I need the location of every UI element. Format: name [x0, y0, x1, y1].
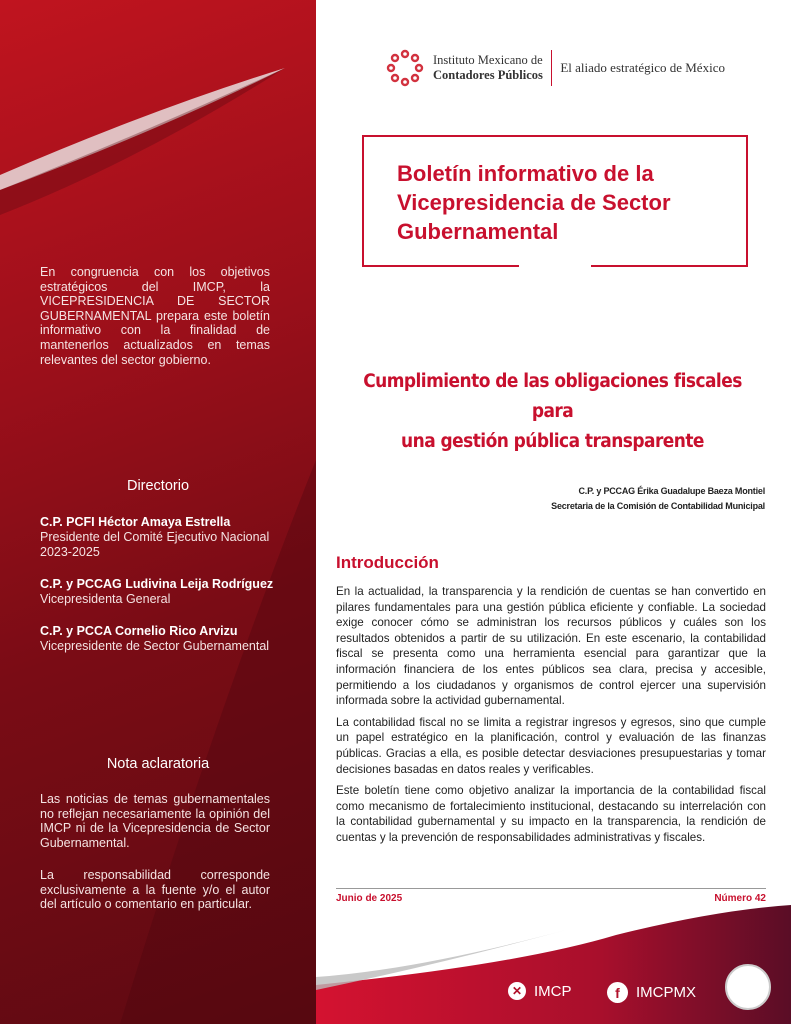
facebook-social-link[interactable]: f IMCPMX — [607, 982, 696, 1003]
footer-divider — [336, 888, 766, 889]
x-icon: ✕ — [508, 982, 526, 1000]
paragraph: Este boletín tiene como objetivo analizar la importancia de la contabilidad fiscal como mecanismo de fortalecimiento institucional, destacando su interrelación con la contabilidad gubernamental y su impacto en la transparencia, la rendición de cuentas y la prevención de responsabilidades administrativas y fiscales. — [336, 784, 766, 844]
x-social-link[interactable]: ✕ IMCP — [508, 982, 572, 1000]
org-name-line2: Contadores Públicos — [433, 68, 543, 82]
directorio-entry: C.P. y PCCAG Ludivina Leija Rodríguez Vicepresidenta General — [40, 577, 274, 606]
nota-heading: Nota aclaratoria — [106, 756, 210, 772]
org-name-line1: Instituto Mexicano de — [433, 53, 543, 67]
article-title: Cumplimiento de las obligaciones fiscales para una gestión pública transparente — [363, 371, 742, 452]
nota-text: La responsabilidad corresponde exclusivamente a la fuente y/o el autor del artículo o comentario en particular. — [40, 868, 270, 912]
nota-text: Las noticias de temas gubernamentales no reflejan necesariamente la opinión del IMCP ni de la Vicepresidencia de Sector Gubernamental. — [40, 792, 270, 850]
tagline: El aliado estratégico de México — [560, 60, 725, 75]
sidebar-panel — [0, 0, 316, 1024]
boletin-title-box — [362, 135, 748, 267]
imcp-emblem-icon — [385, 48, 425, 88]
issue-number: Número 42 — [714, 893, 766, 904]
footer-wave — [316, 905, 791, 1024]
paragraph: En la actualidad, la transparencia y la rendición de cuentas se han convertido en pilares fundamentales para una gestión pública eficiente y confiable. La sociedad exige conocer cómo se administran los recursos públicos y cuáles son los resultados obtenidos a partir de su utilización. En este escenario, la contabilidad fiscal se presenta como una herramienta esencial para garantizar que la información financiera de los entes públicos sea clara, precisa y accesible, permitiendo a los ciudadanos y organismos de control ejercer una supervisión informada sobre la actividad gubernamental. — [336, 585, 766, 708]
decorative-circle — [726, 965, 770, 1009]
directorio-entry: C.P. y PCCA Cornelio Rico Arvizu Vicepresidente de Sector Gubernamental — [40, 624, 270, 653]
issue-date: Junio de 2025 — [336, 893, 403, 904]
section-heading: Introducción — [336, 553, 439, 572]
imcp-logo — [385, 48, 725, 88]
facebook-icon: f — [607, 982, 628, 1003]
article-body — [336, 584, 766, 852]
boletin-title: Boletín informativo de la Vicepresidencia de Sector Gubernamental — [397, 161, 671, 244]
divider — [551, 50, 553, 86]
directorio-entry: C.P. PCFI Héctor Amaya Estrella Presidente del Comité Ejecutivo Nacional 2023-2025 — [40, 515, 270, 559]
paragraph: La contabilidad fiscal no se limita a registrar ingresos y egresos, sino que cumple un papel estratégico en la planificación, control y evaluación de las finanzas públicas. Gracias a ella, es posible detectar desviaciones presupuestarias y tomar decisiones basadas en datos reales y verificables. — [336, 715, 766, 776]
sidebar-intro: En congruencia con los objetivos estratégicos del IMCP, la VICEPRESIDENCIA DE SECTOR GUBERNAMENTAL prepara este boletín informativo con la finalidad de mantenerlos actualizados en temas relevantes del sector gobierno. — [40, 265, 270, 367]
article-author: C.P. y PCCAG Érika Guadalupe Baeza Montiel Secretaria de la Comisión de Contabilidad Municipal — [551, 486, 765, 511]
directorio-heading: Directorio — [126, 478, 190, 494]
